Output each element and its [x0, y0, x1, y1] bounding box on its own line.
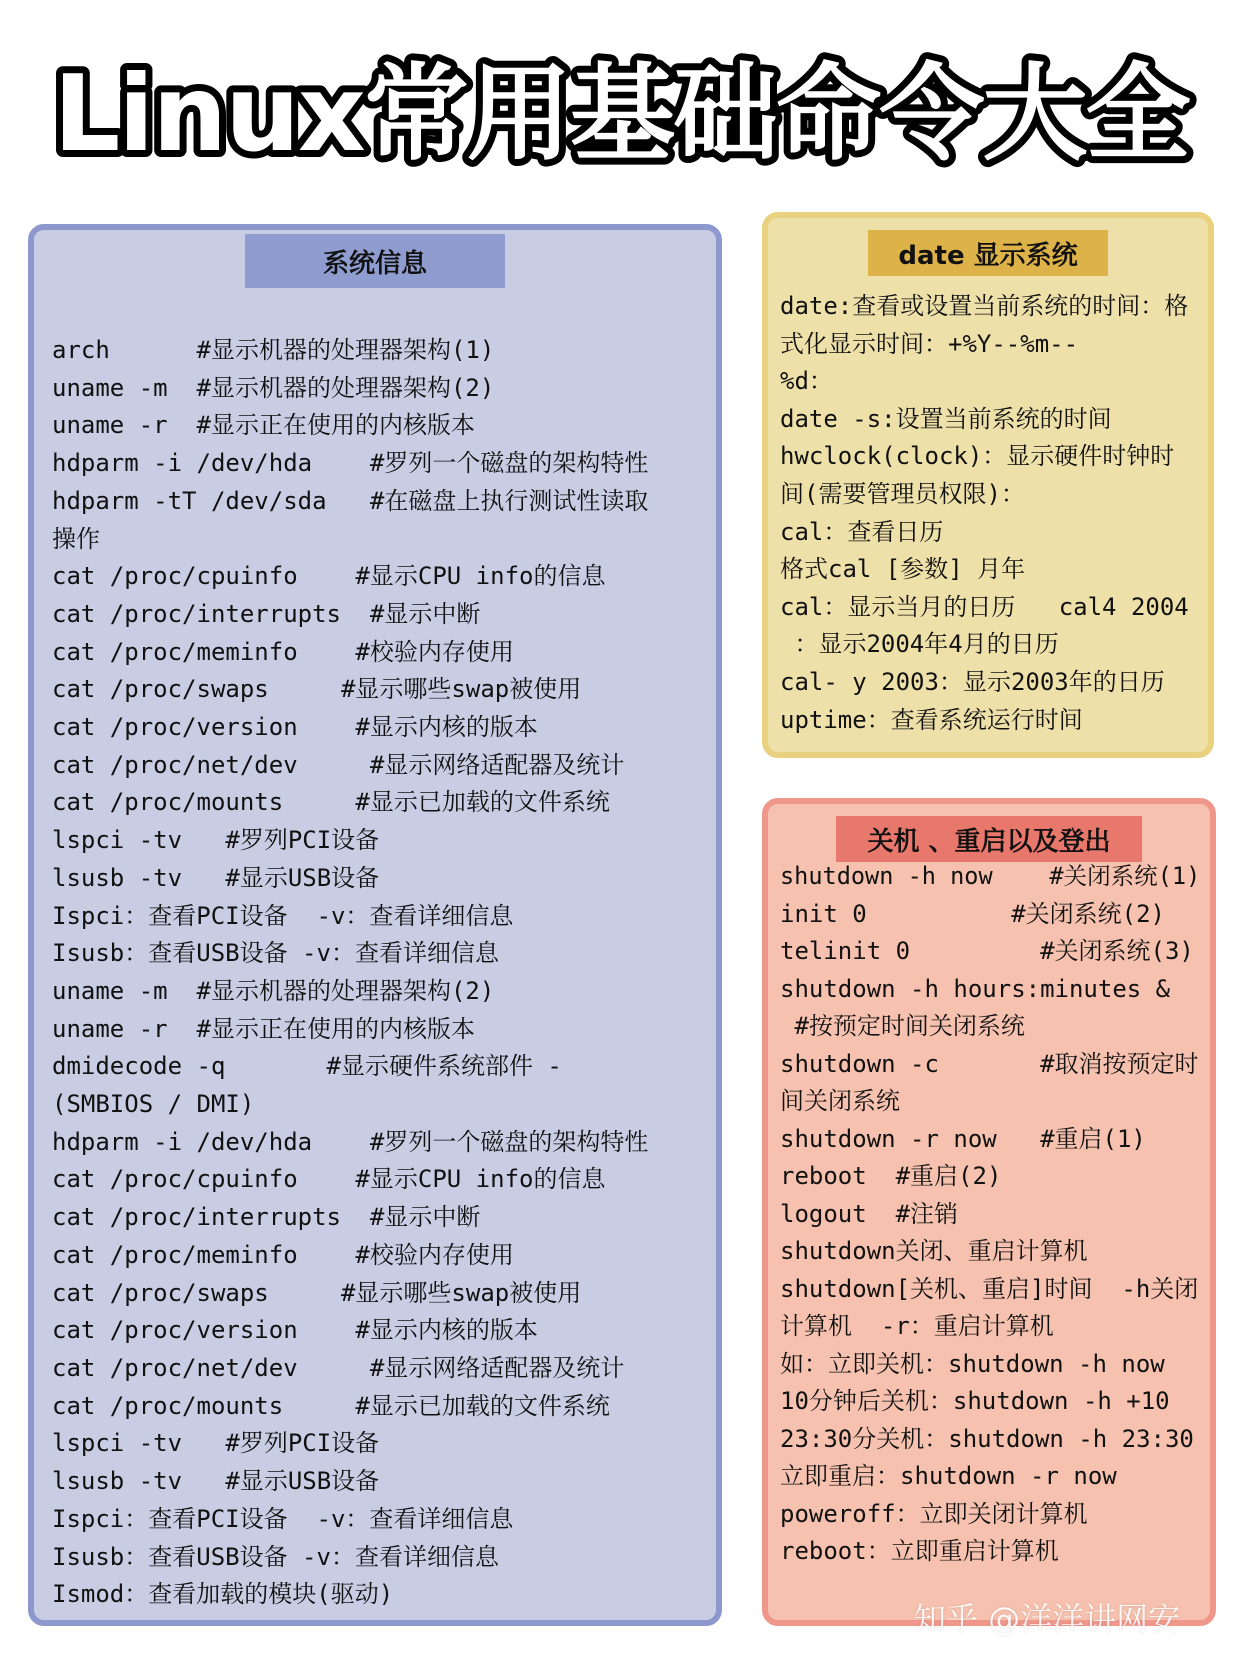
page-title-text: Linux常用基础命令大全	[53, 52, 1189, 175]
date-header: date 显示系统	[868, 230, 1108, 276]
command-line: cat /proc/net/dev #显示网络适配器及统计	[52, 750, 625, 779]
command-line: 计算机 -r：重启计算机	[780, 1312, 1054, 1340]
command-line: init 0 #关闭系统(2)	[780, 899, 1165, 928]
command-line: lsusb -tv #显示USB设备	[52, 863, 380, 892]
command-line: shutdown -r now #重启(1)	[780, 1124, 1146, 1153]
command-line: uname -r #显示正在使用的内核版本	[52, 411, 475, 440]
system-info-header: 系统信息	[245, 234, 505, 288]
command-line: cat /proc/version #显示内核的版本	[52, 1316, 538, 1345]
system-info-panel	[28, 224, 722, 1626]
command-line: #按预定时间关闭系统	[780, 1012, 1025, 1040]
command-line: 10分钟后关机：shutdown -h +10	[780, 1387, 1170, 1415]
command-line: lsusb -tv #显示USB设备	[52, 1467, 380, 1496]
command-line: cat /proc/swaps #显示哪些swap被使用	[52, 1278, 582, 1307]
command-line: logout #注销	[780, 1199, 959, 1228]
command-line: hdparm -i /dev/hda #罗列一个磁盘的架构特性	[52, 1127, 649, 1156]
command-line: cat /proc/meminfo #校验内存使用	[52, 1240, 514, 1269]
command-line: shutdown[关机、重启]时间 -h关闭	[780, 1274, 1199, 1303]
command-line: shutdown -h hours:minutes &	[780, 974, 1171, 1003]
command-line: lspci -tv #罗列PCI设备	[52, 1429, 380, 1458]
page-title-graphic	[41, 38, 1201, 188]
page-title	[0, 38, 1242, 188]
command-line: cal：显示当月的日历 cal4 2004	[780, 592, 1189, 621]
date-command-list	[780, 288, 1189, 739]
command-line: Ismod：查看加载的模块(驱动)	[52, 1580, 394, 1609]
shutdown-reboot-panel	[762, 798, 1216, 1626]
command-line: 式化显示时间：+%Y--%m--	[780, 329, 1079, 358]
shutdown-reboot-command-list	[780, 858, 1200, 1571]
command-line: uname -m #显示机器的处理器架构(2)	[52, 976, 495, 1005]
command-line: uptime：查看系统运行时间	[780, 705, 1083, 734]
command-line: cat /proc/cpuinfo #显示CPU info的信息	[52, 562, 606, 591]
command-line: cal：查看日历	[780, 517, 944, 546]
command-line: shutdown关闭、重启计算机	[780, 1237, 1088, 1265]
command-line: cat /proc/interrupts #显示中断	[52, 1203, 481, 1232]
command-line: uname -r #显示正在使用的内核版本	[52, 1014, 475, 1043]
command-line: cat /proc/version #显示内核的版本	[52, 713, 538, 742]
command-line: cat /proc/mounts #显示已加载的文件系统	[52, 1391, 610, 1420]
command-line: shutdown -c #取消按预定时	[780, 1049, 1199, 1078]
command-line: Isusb：查看USB设备 -v：查看详细信息	[52, 939, 499, 968]
command-line: hdparm -tT /dev/sda #在磁盘上执行测试性读取	[52, 486, 649, 515]
command-line: Ispci：查看PCI设备 -v：查看详细信息	[52, 1504, 514, 1533]
command-line: 间(需要管理员权限)：	[780, 479, 1025, 508]
command-line: (SMBIOS / DMI)	[52, 1090, 255, 1119]
command-line: reboot #重启(2)	[780, 1162, 1002, 1190]
command-line: uname -m #显示机器的处理器架构(2)	[52, 373, 495, 402]
command-line: 23:30分关机：shutdown -h 23:30	[780, 1424, 1194, 1453]
command-line: cat /proc/meminfo #校验内存使用	[52, 637, 514, 666]
command-line: cat /proc/mounts #显示已加载的文件系统	[52, 788, 610, 817]
command-line: dmidecode -q #显示硬件系统部件 -	[52, 1052, 562, 1081]
command-line: date -s:设置当前系统的时间	[780, 404, 1112, 433]
command-line: telinit 0 #关闭系统(3)	[780, 937, 1194, 965]
command-line: %d：	[780, 367, 833, 396]
command-line: cat /proc/cpuinfo #显示CPU info的信息	[52, 1165, 606, 1194]
command-line: 操作	[52, 524, 100, 553]
command-line: cat /proc/net/dev #显示网络适配器及统计	[52, 1353, 625, 1382]
command-line: date:查看或设置当前系统的时间：格	[780, 292, 1189, 320]
command-line: 立即重启：shutdown -r now	[780, 1462, 1117, 1490]
watermark-text: 知乎 @洋洋讲网安	[914, 1600, 1181, 1638]
command-line: lspci -tv #罗列PCI设备	[52, 826, 380, 855]
command-line: reboot：立即重启计算机	[780, 1537, 1059, 1565]
command-line: cal- y 2003：显示2003年的日历	[780, 667, 1165, 696]
command-line: hwclock(clock)：显示硬件时钟时	[780, 442, 1175, 471]
shutdown-reboot-header: 关机 、重启以及登出	[836, 816, 1142, 862]
system-info-command-list	[52, 332, 648, 1614]
command-line: cat /proc/swaps #显示哪些swap被使用	[52, 675, 582, 704]
command-line: Ispci：查看PCI设备 -v：查看详细信息	[52, 901, 514, 930]
command-line: 格式cal [参数] 月年	[780, 555, 1026, 584]
command-line: poweroff：立即关闭计算机	[780, 1499, 1088, 1528]
date-panel	[762, 212, 1214, 758]
command-line: Isusb：查看USB设备 -v：查看详细信息	[52, 1542, 499, 1571]
command-line: ：显示2004年4月的日历	[780, 630, 1059, 659]
command-line: hdparm -i /dev/hda #罗列一个磁盘的架构特性	[52, 449, 649, 478]
command-line: cat /proc/interrupts #显示中断	[52, 599, 481, 628]
command-line: arch #显示机器的处理器架构(1)	[52, 336, 495, 364]
command-line: 如：立即关机：shutdown -h now	[780, 1349, 1165, 1378]
command-line: 间关闭系统	[780, 1087, 900, 1115]
command-line: shutdown -h now #关闭系统(1)	[780, 862, 1201, 890]
